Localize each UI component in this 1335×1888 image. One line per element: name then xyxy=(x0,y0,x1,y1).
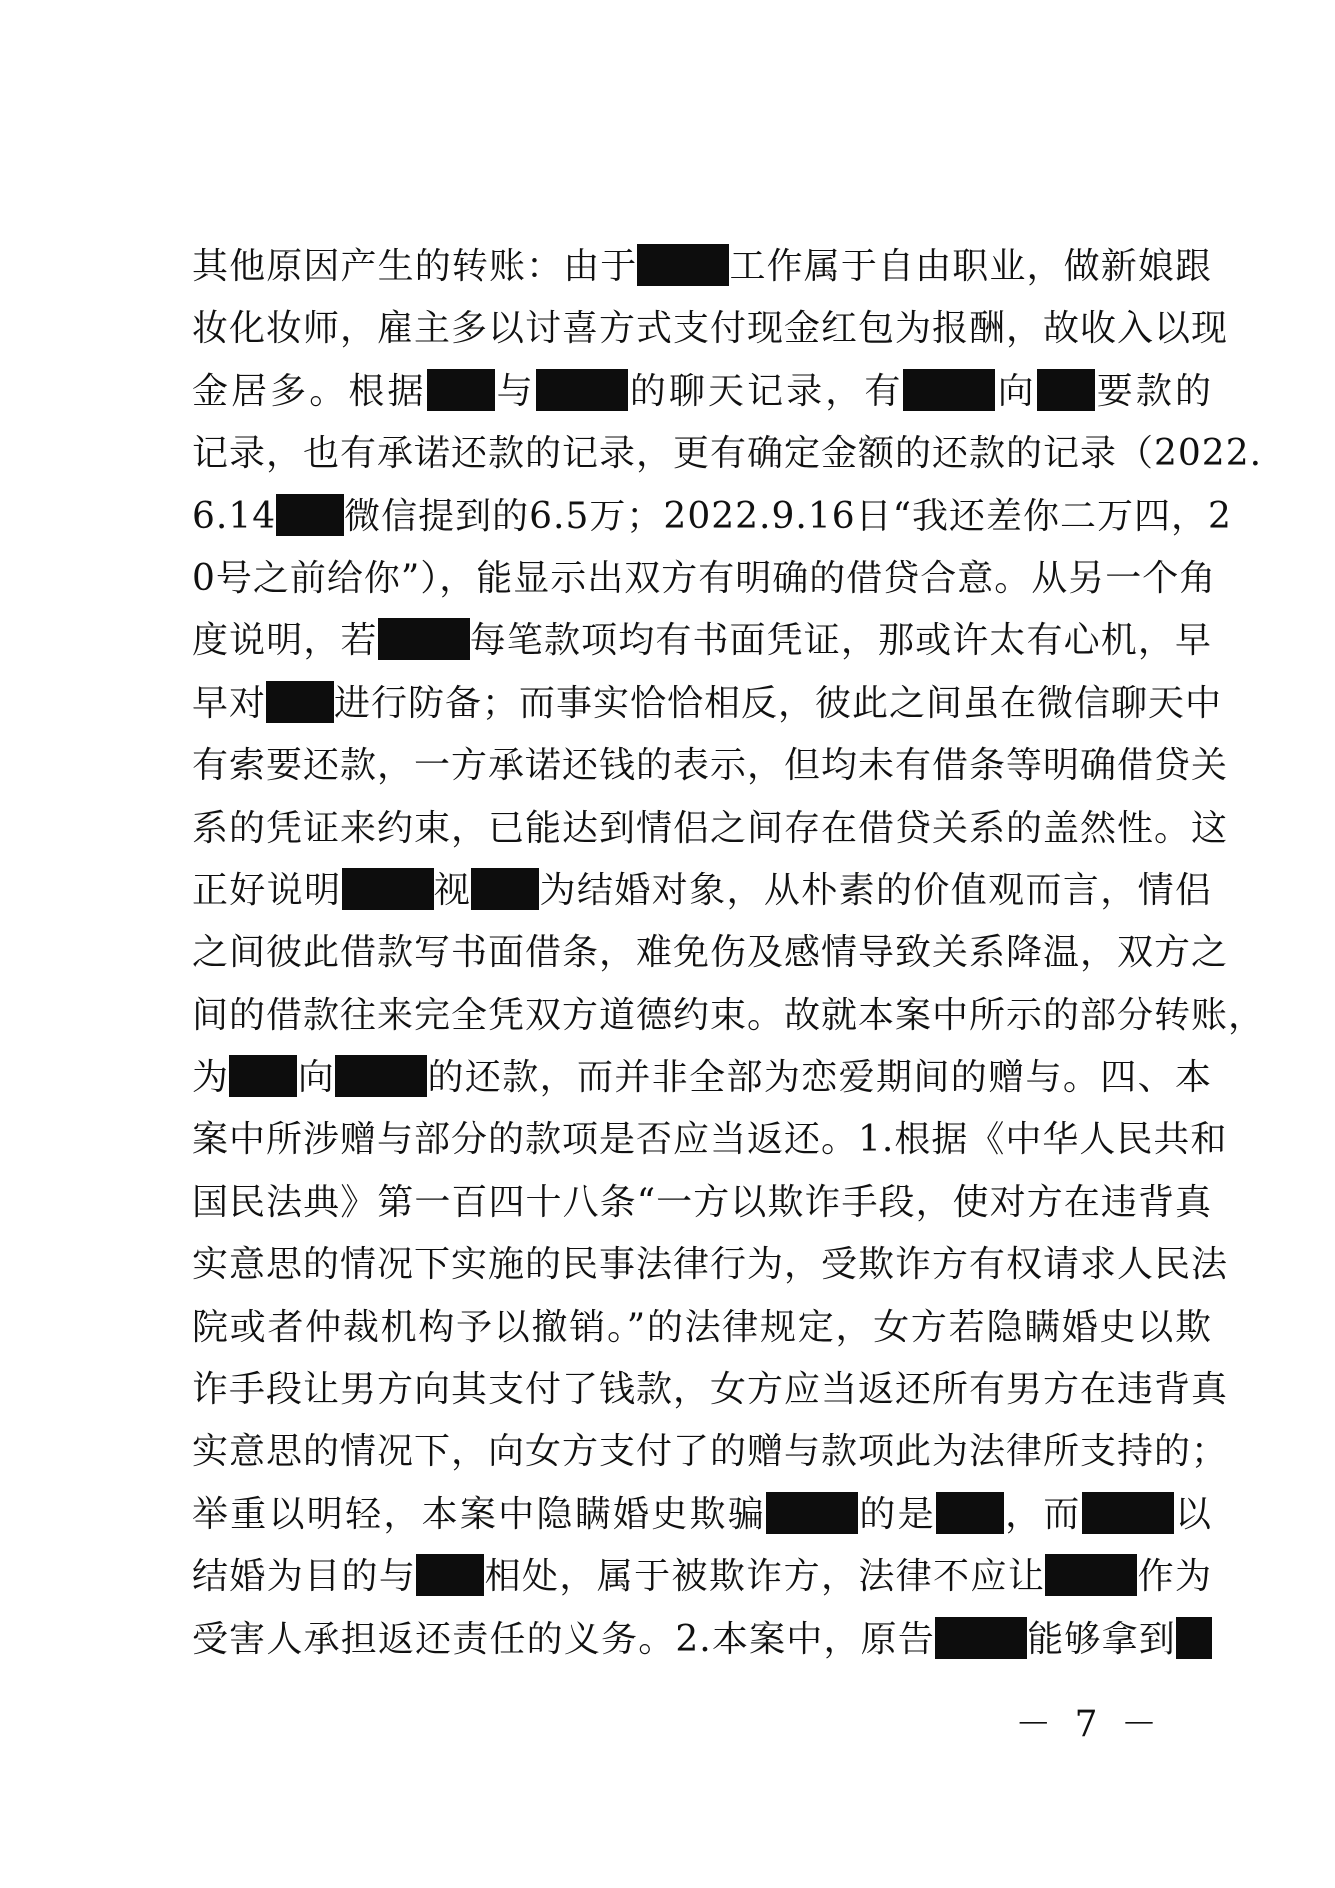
text-line: 0号之前给你”），能显示出双方有明确的借贷合意。从另一个角 xyxy=(192,557,1217,599)
redaction-block xyxy=(637,244,729,286)
text-line: 系的凭证来约束，已能达到情侣之间存在借贷关系的盖然性。这 xyxy=(192,807,1229,849)
body-text xyxy=(192,236,1266,1671)
text-line: 度说明，若 每笔款项均有书面凭证，那或许太有心机，早 xyxy=(192,620,1212,662)
text-line: 国民法典》第一百四十八条“一方以欺诈手段，使对方在违背真 xyxy=(192,1181,1212,1223)
redaction-block xyxy=(536,369,628,411)
redaction-block xyxy=(935,1617,1027,1659)
text-line: 正好说明 视 为结婚对象，从朴素的价值观而言，情侣 xyxy=(192,869,1212,911)
text-line: 6.14 微信提到的6.5万；2022.9.16日“我还差你二万四，2 xyxy=(192,495,1232,537)
redaction-block xyxy=(276,494,344,536)
text-line: 有索要还款，一方承诺还钱的表示，但均未有借条等明确借贷关 xyxy=(192,745,1229,787)
text-line: 金居多。根据 与 的聊天记录，有 向 要款的 xyxy=(192,370,1212,412)
text-line: 早对 进行防备；而事实恰恰相反，彼此之间虽在微信聊天中 xyxy=(192,682,1223,724)
page-number: － 7 － xyxy=(1015,1704,1163,1745)
text-line: 为 向 的还款，而并非全部为恋爱期间的赠与。四、本 xyxy=(192,1057,1212,1099)
redaction-block xyxy=(903,369,995,411)
redaction-block xyxy=(229,1055,297,1097)
text-line: 妆化妆师，雇主多以讨喜方式支付现金红包为报酬，故收入以现 xyxy=(192,308,1229,350)
text-line: 其他原因产生的转账：由于 工作属于自由职业，做新娘跟 xyxy=(192,246,1212,287)
redaction-block xyxy=(471,868,539,910)
redaction-block xyxy=(766,1492,858,1534)
redaction-block xyxy=(1045,1554,1137,1596)
redaction-block xyxy=(266,681,334,723)
redaction-block xyxy=(342,868,434,910)
redaction-block xyxy=(335,1055,427,1097)
text-line: 之间彼此借款写书面借条，难免伤及感情导致关系降温，双方之 xyxy=(192,932,1229,974)
text-line: 诈手段让男方向其支付了钱款，女方应当返还所有男方在违背真 xyxy=(192,1369,1229,1411)
text-line: 间的借款往来完全凭双方道德约束。故就本案中所示的部分转账， xyxy=(192,994,1266,1036)
text-line: 实意思的情况下，向女方支付了的赠与款项此为法律所支持的； xyxy=(192,1431,1229,1473)
text-line: 实意思的情况下实施的民事法律行为，受欺诈方有权请求人民法 xyxy=(192,1244,1229,1286)
text-line: 结婚为目的与 相处，属于被欺诈方，法律不应让 作为 xyxy=(192,1556,1212,1598)
redaction-block xyxy=(427,369,495,411)
redaction-block xyxy=(1037,369,1095,411)
redaction-block xyxy=(1176,1617,1212,1659)
text-line: 举重以明轻，本案中隐瞒婚史欺骗 的是 ，而 以 xyxy=(192,1493,1212,1535)
redaction-block xyxy=(378,618,470,660)
redaction-block xyxy=(1082,1492,1174,1534)
text-line: 案中所涉赠与部分的款项是否应当返还。1.根据《中华人民共和 xyxy=(192,1119,1228,1161)
redaction-block xyxy=(936,1492,1004,1534)
text-line: 受害人承担返还责任的义务。2.本案中，原告 能够拿到 xyxy=(192,1609,1212,1671)
redaction-block xyxy=(416,1554,484,1596)
text-line: 院或者仲裁机构予以撤销。”的法律规定，女方若隐瞒婚史以欺 xyxy=(192,1306,1212,1348)
text-line: 记录，也有承诺还款的记录，更有确定金额的还款的记录（2022. xyxy=(192,433,1263,475)
